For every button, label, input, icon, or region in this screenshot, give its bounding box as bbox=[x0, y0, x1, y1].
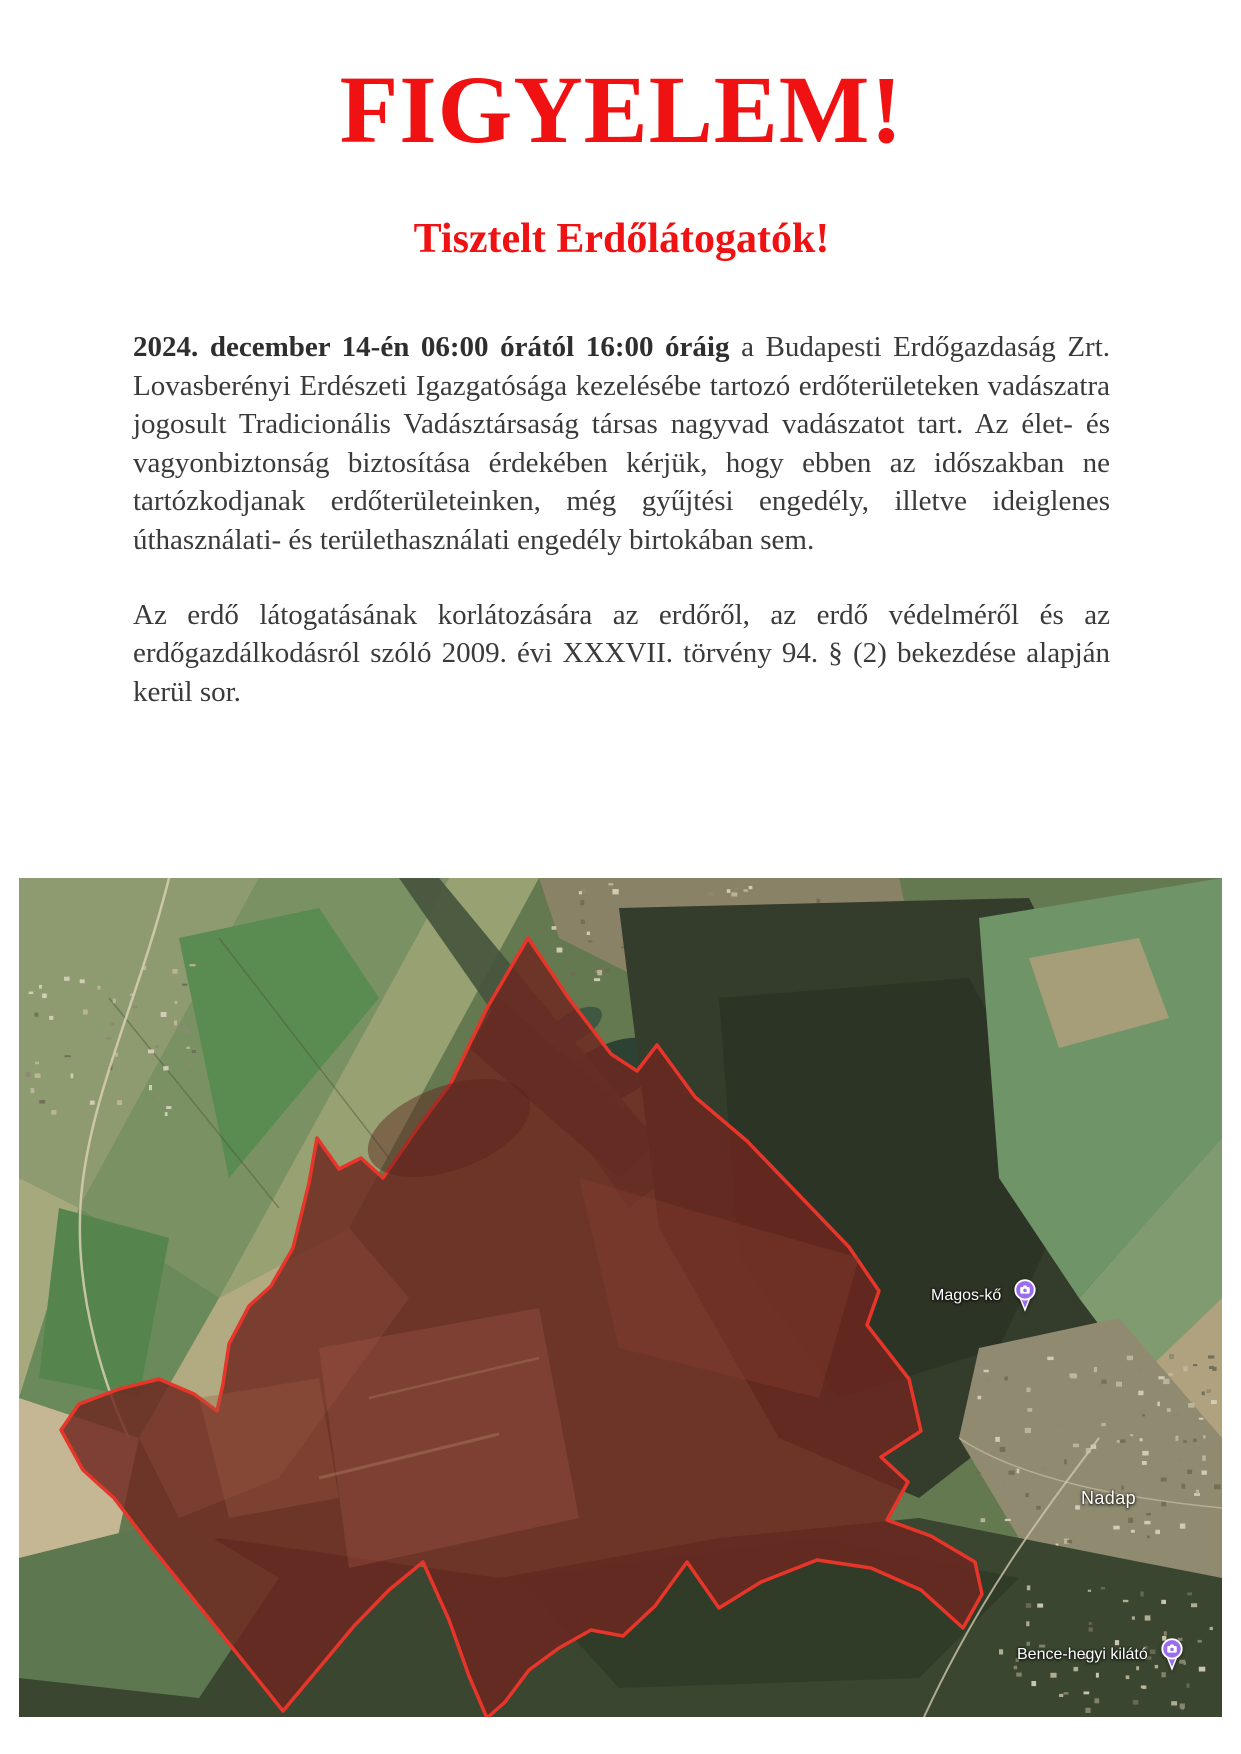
map-label-nadap-text: Nadap bbox=[1081, 1488, 1137, 1508]
page-title: FIGYELEM! bbox=[339, 56, 904, 163]
page-subtitle: Tisztelt Erdőlátogatók! bbox=[413, 216, 830, 262]
map-label-magos-ko-text: Magos-kő bbox=[931, 1286, 1002, 1304]
hunting-area-map bbox=[19, 878, 1222, 1717]
notice-paragraph-1-rest: a Budapesti Erdőgazdaság Zrt. Lovasberényi Erdészeti Igazgatósága kezelésébe tartozó erdőterületeken vadászatra jogosult Tradicionális Vadásztársaság társas nagyvad vadászatot tart. Az élet- és vagyonbiztonság biztosítása érdekében kérjük, hogy ebben az időszakban ne tartózkodjanak erdőterületeinken, még gyűjtési engedély, illetve ideiglenes úthasználati- és területhasználati engedély birtokában sem. bbox=[133, 331, 1110, 556]
photo-pin-icon bbox=[1159, 1638, 1185, 1671]
notice-paragraph-1-bold-lead: 2024. december 14-én 06:00 órától 16:00 óráig bbox=[133, 331, 730, 364]
map-label-nadap bbox=[1081, 1488, 1136, 1509]
map-label-bence-hegyi-kilato-text: Bence-hegyi kilátó bbox=[1017, 1645, 1148, 1663]
notice-paragraph-1 bbox=[133, 328, 1110, 559]
map-label-magos-ko bbox=[931, 1279, 1038, 1312]
satellite-map-image bbox=[19, 878, 1222, 1717]
notice-text-block bbox=[133, 0, 1110, 711]
photo-pin-icon bbox=[1012, 1279, 1038, 1312]
map-label-bence-hegyi-kilato bbox=[1017, 1638, 1185, 1671]
notice-paragraph-2: Az erdő látogatásának korlátozására az erdőről, az erdő védelméről és az erdőgazdálkodásról szóló 2009. évi XXXVII. törvény 94. § (2) bekezdése alapján kerül sor. bbox=[133, 598, 1110, 708]
